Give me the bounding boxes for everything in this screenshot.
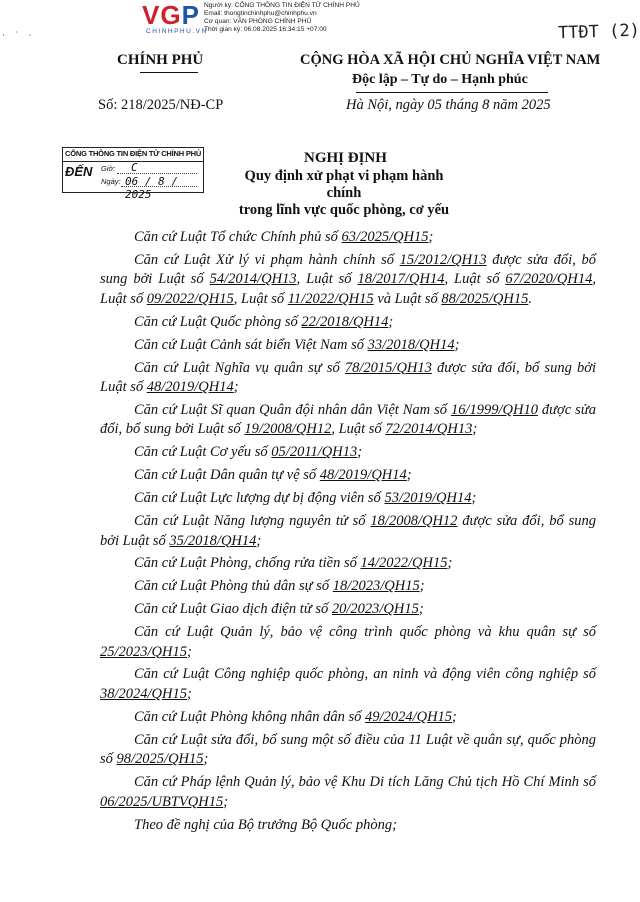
signature-agency: Cơ quan: VĂN PHÒNG CHÍNH PHỦ [204,18,312,25]
stamp-time-dots [117,173,197,174]
legal-basis-item: Căn cứ Luật Phòng không nhân dân số 49/2024/QH15; [134,708,457,725]
legal-basis-item: Căn cứ Luật Phòng, chống rửa tiền số 14/2022/QH15; [134,555,453,572]
national-title: CỘNG HÒA XÃ HỘI CHỦ NGHĨA VIỆT NAM [300,52,601,68]
stamp-time-label: Giờ: [101,164,116,173]
place-and-date: Hà Nội, ngày 05 tháng 8 năm 2025 [346,97,551,113]
legal-basis-item: Căn cứ Luật Nghĩa vụ quân sự số 78/2015/QH13 được sửa đổi, bổ sung bởi Luật số 48/2019/QH14; [100,359,596,396]
stamp-den-label: ĐẾN [65,164,93,179]
signature-signer: Người ký: CỔNG THÔNG TIN ĐIỆN TỬ CHÍNH PHỦ [204,2,360,9]
legal-basis-item: Căn cứ Luật sửa đổi, bổ sung một số điều của 11 Luật về quân sự, quốc phòng số 98/2025/QH15; [100,731,596,768]
received-stamp [62,147,204,201]
legal-basis-item: Căn cứ Luật Lực lượng dự bị động viên số 53/2019/QH14; [134,490,477,507]
issuer-underline [140,72,198,73]
legal-basis-item: Căn cứ Luật Dân quân tự vệ số 48/2019/QH14; [134,467,412,484]
signature-email: Email: thongtinchinhphu@chinhphu.vn [204,10,317,17]
stamp-title: CỔNG THÔNG TIN ĐIỆN TỬ CHÍNH PHỦ [65,149,202,158]
stamp-date-value: 06 / 8 / 2025 [125,175,178,201]
subject-line-1: Quy định xử phạt vi phạm hành chính [244,168,444,201]
legal-basis-item: Căn cứ Luật Năng lượng nguyên tử số 18/2008/QH12 được sửa đổi, bổ sung bởi Luật số 35/2018/QH14; [100,513,596,549]
legal-basis-item: Căn cứ Luật Phòng thủ dân sự số 18/2023/QH15; [134,578,425,595]
legal-basis-item: Căn cứ Luật Cơ yếu số 05/2011/QH13; [134,444,363,461]
legal-basis-item: Căn cứ Luật Sĩ quan Quân đội nhân dân Việt Nam số 16/1999/QH10 được sửa đổi, bổ sung bởi Luật số 19/2008/QH12, Luật số 72/2014/QH13; [100,401,596,438]
legal-basis-item: Căn cứ Luật Xử lý vi phạm hành chính số 15/2012/QH13 được sửa đổi, bổ sung bởi Luật số 54/2014/QH13, Luật số 18/2017/QH14, Luật số 67/2020/QH14, Luật số 09/2022/QH15, Luật số 11/2022/QH15 và Luật số 88/2025/QH15. [100,251,596,307]
vgp-logo-letters: VGP [142,0,200,30]
signature-time: Thời gian ký: 06.08.2025 16:34:15 +07:00 [204,26,327,33]
legal-basis-item: Căn cứ Luật Cảnh sát biển Việt Nam số 33/2018/QH14; [134,336,460,353]
document-type: NGHỊ ĐỊNH [304,150,387,166]
document-subject [226,168,462,219]
national-motto: Độc lập – Tự do – Hạnh phúc [352,72,528,87]
legal-basis-item: Căn cứ Luật Giao dịch điện tử số 20/2023/QH15; [134,601,424,618]
stamp-date-label: Ngày: [101,177,121,186]
document-number: Số: 218/2025/NĐ-CP [98,97,224,113]
vgp-logo-subtitle: CHINHPHU.VN [146,28,208,35]
legal-basis-list [100,228,596,838]
stamp-time-value: C [131,161,138,174]
subject-line-2: trong lĩnh vực quốc phòng, cơ yếu [238,202,450,218]
scan-specks: · ˙ · [2,30,36,40]
legal-basis-item: Căn cứ Luật Công nghiệp quốc phòng, an ninh và động viên công nghiệp số 38/2024/QH15; [100,666,596,702]
legal-basis-item: Căn cứ Luật Quốc phòng số 22/2018/QH14; [134,313,394,330]
issuing-authority: CHÍNH PHỦ [117,52,204,68]
motto-underline [356,92,548,93]
legal-basis-item: Căn cứ Pháp lệnh Quản lý, bảo vệ Khu Di tích Lăng Chủ tịch Hồ Chí Minh số 06/2025/UBTVQH15; [100,774,596,810]
digital-signature-info [204,2,360,34]
legal-basis-item: Căn cứ Luật Tổ chức Chính phủ số 63/2025/QH15; [134,229,434,245]
legal-basis-item: Theo đề nghị của Bộ trưởng Bộ Quốc phòng; [134,816,397,833]
handwritten-note: TTĐT (2) [557,20,640,44]
legal-basis-item: Căn cứ Luật Quản lý, bảo vệ công trình quốc phòng và khu quân sự số 25/2023/QH15; [100,624,596,660]
